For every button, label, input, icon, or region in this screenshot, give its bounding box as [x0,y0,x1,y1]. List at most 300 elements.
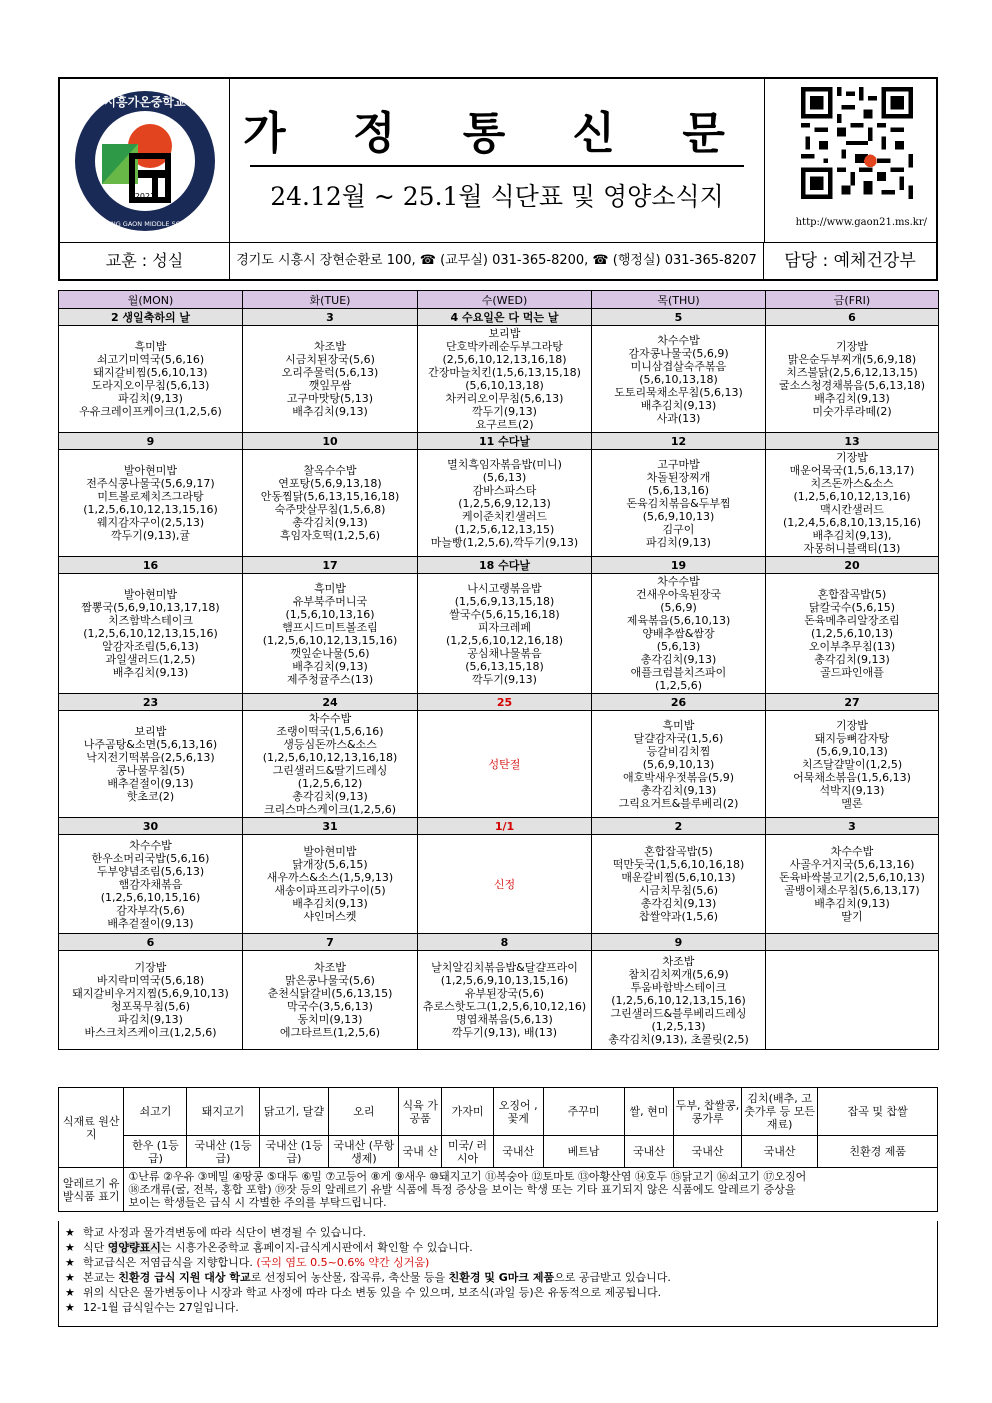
menu-item: (1,2,5,6,10,12,13,16,18) [262,751,398,764]
menu-item: 나시고랭볶음밥 [467,581,542,595]
origin-value: 국내 산 [399,1136,442,1168]
menu-item: 바지락미역국(5,6,18) [96,974,205,987]
menu-cell [592,711,766,818]
school-url[interactable]: http://www.gaon21.ms.kr/ [795,217,927,228]
menu-item: 깍두기(9,13),귤 [110,529,191,542]
menu-item: 웨지감자구이(2,5,13) [96,516,205,529]
title-cell [230,79,764,243]
menu-item: 양배추쌈&쌈장 [642,627,715,640]
date-cell: 9 [592,934,766,951]
menu-item: (5,6,9,10,13) [816,744,888,758]
menu-item: 차커리오이무침(5,6,13) [445,392,564,405]
menu-cell [418,574,592,694]
notice-text: 학교급식은 저염급식을 지향합니다. [83,1256,257,1269]
menu-item: 새송이파프리카구이(5) [274,884,386,897]
menu-item: 동치미(9,13) [297,1013,363,1026]
date-cell: 27 [766,694,939,711]
menu-item: 햄감자채볶음 [118,877,183,891]
origin-value: 한우 (1등급) [124,1136,187,1168]
date-cell: 13 [766,433,939,450]
menu-item: 핫초코(2) [126,790,175,803]
star-icon: ★ [65,1241,75,1254]
menu-cell [243,574,418,694]
school-address: 경기도 시흥시 장현순환로 100, ☎ (교무실) 031-365-8200, ☎ (행정실) 031-365-8207 [230,243,764,279]
menu-item: 고구마밥 [657,457,700,471]
weekday-thu: 목(THU) [592,291,766,309]
menu-item: 깍두기(9,13), 배(13) [451,1026,558,1039]
menu-row [59,951,939,1050]
menu-item: 맥시칸샐러드 [820,503,884,516]
school-motto: 교훈 : 성실 [60,243,230,279]
menu-item: 떡만둣국(1,5,6,10,16,18) [612,858,745,871]
origin-value: 국내산 [741,1136,818,1168]
menu-item: 매운갈비찜(5,6,10,13) [621,871,736,884]
logo-english-name: SIHEUNG GAON MIDDLE SCHOOL [91,220,199,228]
date-cell: 4 수요일은 다 먹는 날 [418,309,592,326]
menu-cell [59,951,243,1050]
menu-item: 명엽채볶음(5,6,13) [456,1013,553,1026]
origin-value: 국내산 (무항생제) [329,1136,399,1168]
notice-text: 는 시흥가온중학교 홈페이지-급식게시판에서 확인할 수 있습니다. [160,1241,473,1254]
date-cell: 10 [243,433,418,450]
menu-item: 딸기 [841,910,863,923]
date-cell: 2 [592,818,766,835]
menu-cell [243,711,418,818]
notice-text: 학교 사정과 물가격변동에 따라 식단이 변경될 수 있습니다. [83,1226,366,1239]
origin-item: 오징어 , 꽃게 [493,1088,543,1136]
menu-item: 치즈돈까스&소스 [810,477,894,490]
menu-item: 사골우거지국(5,6,13,16) [789,858,915,871]
menu-item: 기장밥 [836,451,868,464]
origin-value: 국내산 [624,1136,674,1168]
menu-item: 마늘빵(1,2,5,6),깍두기(9,13) [430,535,579,549]
menu-item: 배추김치(9,13) [292,659,368,673]
origin-item: 닭고기, 달걀 [259,1088,329,1136]
menu-cell [766,326,939,433]
origin-item: 가자미 [442,1088,494,1136]
origin-items-row [59,1088,938,1136]
menu-item: 배추겉절이(9,13) [107,916,194,930]
menu-item: 생등심돈까스&소스 [283,738,377,751]
menu-item: 춘천식닭갈비(5,6,13,15) [267,987,393,1000]
notice-item [65,1240,931,1255]
logo-korean-name: 시흥가온중학교 [104,95,186,109]
menu-item: 미니삼겹살숙주볶음 [630,359,727,373]
origin-value: 국내산 (1등급) [187,1136,259,1168]
menu-item: 배추김치(9,13), [812,529,892,542]
menu-cell [59,574,243,694]
menu-item: (5,6,9,10,13) [642,757,715,771]
allergy-row [59,1168,938,1212]
date-cell: 3 [766,818,939,835]
menu-item: 시금치된장국(5,6) [285,353,375,366]
menu-item: 치즈함박스테이크 [107,614,193,627]
menu-item: 간장마늘치킨(1,5,6,13,15,18) [428,366,581,379]
header-top-row [60,79,936,243]
allergy-text [124,1168,938,1212]
star-icon: ★ [65,1301,75,1314]
menu-item: 석박지(9,13) [819,783,885,797]
menu-item: 발아현미밥 [123,588,178,601]
origin-rows [59,1088,938,1212]
menu-item: 깍두기(9,13) [472,672,537,686]
menu-item: 맑은순두부찌개(5,6,9,18) [787,353,917,366]
menu-item: (5,6,13) [656,640,701,653]
allergy-line: 보이는 학생들은 급식 시 각별한 주의를 부탁드립니다. [128,1196,387,1209]
menu-item: 파김치(9,13) [118,1013,183,1026]
notice-highlight: 영양량표시 [107,1241,161,1254]
menu-item: 총각김치(9,13) [292,790,368,803]
menu-item: 닭개장(5,6,15) [292,858,368,871]
menu-item: 돼지갈비찜(5,6,10,13) [93,366,208,379]
menu-item: (1,2,5,6,12) [297,777,363,790]
origin-item: 오리 [329,1088,399,1136]
menu-item: 파김치(9,13) [646,535,711,549]
menu-item: 배추김치(9,13) [814,392,890,405]
menu-item: 골드파인애플 [820,666,884,679]
menu-item: 맑은콩나물국(5,6) [285,974,375,987]
menu-item: 요구르트(2) [475,418,534,431]
menu-item: (1,2,5,6,10,15,16) [100,890,201,904]
origin-item: 식육 가공품 [399,1088,442,1136]
menu-item: 어묵채소볶음(1,5,6,13) [793,770,911,784]
title-divider [250,165,744,167]
menu-item: 치즈불닭(2,5,6,12,13,15) [786,366,918,379]
menu-item: (5,6,13,16) [647,483,710,497]
menu-item: (1,5,6,9,13,15,18) [454,594,555,608]
menu-item: 치즈달걀말이(1,2,5) [801,757,903,771]
notice-text: 본교는 [83,1271,119,1284]
menu-cell [243,326,418,433]
menu-item: (1,2,5,6,10,12,13,16) [793,490,911,503]
menu-item: 돼지갈비우거지찜(5,6,9,10,13) [72,987,229,1000]
menu-item: 숙주맛살무침(1,5,6,8) [274,503,386,516]
origin-item: 두부, 찹쌀콩, 콩가루 [674,1088,742,1136]
menu-item: 멜론 [841,796,863,810]
menu-item: 배추김치(9,13) [292,897,368,910]
menu-item: 사과(13) [656,411,701,425]
menu-item: 감자부각(5,6) [116,903,185,917]
menu-item: (1,2,5,6,12,13,15) [454,522,555,536]
menu-item: 참치김치찌개(5,6,9) [628,967,729,981]
date-cell: 6 [59,934,243,951]
menu-item: 제주청귤주스(13) [286,672,374,686]
menu-item: (5,6,13,15,18) [465,659,544,673]
menu-item: 건새우아욱된장국 [635,588,721,601]
menu-item: 애호박새우젓볶음(5,9) [622,770,735,784]
menu-item: 공심채나물볶음 [467,646,542,660]
date-cell: 30 [59,818,243,835]
date-cell: 17 [243,557,418,574]
origin-value: 국내산 (1등급) [259,1136,329,1168]
menu-item: 나주곰탕&소면(5,6,13,16) [83,738,218,751]
origin-item: 쌀, 현미 [624,1088,674,1136]
menu-item: 크리스마스케이크(1,2,5,6) [263,803,397,816]
menu-item: 김구이 [662,522,695,536]
menu-item: 새우까스&소스(1,5,9,13) [266,871,394,884]
notice-text: 식단 [83,1241,108,1254]
qr-cell [764,79,936,243]
menu-item: (2,5,6,10,12,13,16,18) [442,353,567,366]
menu-item: 감바스파스타 [472,483,537,497]
menu-item: 배추겉절이(9,13) [107,777,194,790]
menu-item: 총각김치(9,13) [292,516,368,529]
menu-cell [418,951,592,1050]
origin-value: 국내산 [674,1136,742,1168]
origin-value: 미국/ 러시아 [442,1136,494,1168]
menu-item: 청포묵무침(5,6) [110,1000,191,1013]
menu-item: 바스크치즈케이크(1,2,5,6) [84,1026,217,1039]
menu-item: 흑미밥 [314,581,346,595]
date-cell: 20 [766,557,939,574]
menu-cell [592,326,766,433]
menu-item: 총각김치(9,13), 초콜릿(2,5) [608,1032,749,1046]
date-row [59,818,939,835]
allergy-label: 알레르기 유발식품 표기 [59,1168,124,1212]
qr-code-icon [801,87,913,199]
department: 담당 : 예체건강부 [784,251,916,271]
menu-item: 흑미밥 [134,340,167,353]
weekday-mon: 월(MON) [59,291,243,309]
school-logo [70,86,220,236]
menu-item: 혼합잡곡밥(5) [644,845,713,858]
menu-item: 골뱅이채소무침(5,6,13,17) [784,884,920,897]
menu-cell [592,951,766,1050]
menu-item: 미숫가루라떼(2) [812,405,892,418]
notice-text: 12-1월 급식일수는 27일입니다. [83,1301,239,1314]
menu-item: 등갈비김치찜 [646,744,711,758]
menu-item: 총각김치(9,13) [640,653,717,666]
date-row [59,557,939,574]
menu-item: 총각김치(9,13) [814,653,890,666]
allergy-line: ⑱조개류(굴, 전복, 홍합 포함) ⑲잣 등의 알레르기 유발 식품에 특정 증상을 보이는 학생 또는 기타 표기되지 않은 식품에도 알레르기 증상을 [128,1183,796,1196]
menu-item: 배추김치(9,13) [640,398,717,412]
menu-item: 애플크럼블치즈파이 [630,666,727,679]
menu-item: 차조밥 [314,340,346,353]
menu-cell [59,326,243,433]
date-cell: 12 [592,433,766,450]
star-icon: ★ [65,1286,75,1299]
date-row [59,934,939,951]
menu-item: 굴소스청경채볶음(5,6,13,18) [778,379,926,392]
menu-item: 오리주물럭(5,6,13) [281,366,379,379]
menu-item: 샤인머스켓 [303,910,357,923]
menu-item: 차수수밥 [129,838,172,852]
menu-row [59,711,939,818]
menu-item: 두부양념조림(5,6,13) [96,864,205,878]
menu-item: 차수수밥 [657,575,700,588]
menu-item: 유부된장국(5,6) [464,987,545,1000]
menu-weeks [59,309,939,1050]
menu-cell [243,450,418,557]
menu-item: 낙지전기떡볶음(2,5,6,13) [86,751,215,764]
menu-item: 돼지등뼈감자탕 [814,731,890,745]
menu-item: 고구마맛탕(5,13) [286,392,374,405]
menu-item: 달걀감자국(1,5,6) [633,731,724,745]
origin-item: 돼지고기 [187,1088,259,1136]
date-cell: 6 [766,309,939,326]
origin-value: 베트남 [543,1136,624,1168]
menu-item: 미트볼로제치즈그라탕 [97,490,204,503]
menu-item: (5,6,10,13,18) [639,372,718,386]
menu-item: 오이부추무침(13) [808,640,896,653]
menu-row [59,835,939,934]
menu-item: 투움바함박스테이크 [630,980,727,994]
menu-cell [766,835,939,934]
menu-item: (1,2,5,13) [651,1019,706,1033]
date-cell: 16 [59,557,243,574]
menu-cell [766,450,939,557]
menu-item: 기장밥 [836,718,868,732]
menu-item: 깍두기(9,13) [472,405,537,418]
menu-item: (1,2,5,6,10,12,13,15,16) [262,633,398,647]
menu-item: 피자크레페 [477,620,532,634]
newsletter-title: 가 정 통 신 문 [243,108,751,159]
notice-text: 으로 공급받고 있습니다. [554,1271,671,1284]
menu-item: 파김치(9,13) [118,392,183,405]
menu-item: 유부북주머니국 [292,594,368,608]
menu-item: 배추김치(9,13) [292,405,368,418]
menu-item: 발아현미밥 [303,845,357,858]
menu-item: (1,2,5,6) [654,679,703,692]
menu-cell [59,450,243,557]
holiday-cell [418,835,592,934]
notice-item [65,1285,931,1300]
menu-item: 막국수(3,5,6,13) [287,1000,373,1013]
menu-item: 도라지오이무침(5,6,13) [91,379,210,392]
menu-item: 시금치무침(5,6) [638,884,719,897]
menu-item: 차수수밥 [830,845,874,858]
menu-item: 차수수밥 [657,333,700,347]
date-cell: 24 [243,694,418,711]
menu-item: 짬뽕국(5,6,9,10,13,17,18) [81,601,220,614]
menu-item: (1,2,4,5,6,8,10,13,15,16) [782,516,922,529]
weekday-wed: 수(WED) [418,291,592,309]
menu-item: 쇠고기미역국(5,6,16) [96,353,205,366]
notice-text: 위의 식단은 물가변동이나 시장과 학교 사정에 따라 다소 변동 있을 수 있으며, 보조식(과일 등)은 유동적으로 제공됩니다. [83,1286,662,1299]
notice-list [58,1221,938,1327]
menu-item: 조랭이떡국(1,5,6,16) [276,725,384,738]
star-icon: ★ [65,1271,75,1284]
menu-cell [418,326,592,433]
menu-item: 케이준치킨샐러드 [461,509,547,523]
notice-item [65,1225,931,1240]
menu-item: 차수수밥 [308,712,352,725]
date-cell: 11 수다날 [418,433,592,450]
date-cell: 25 [418,694,592,711]
menu-item: 과일샐러드(1,2,5) [105,653,196,666]
menu-item: 돈육김치볶음&두부찜 [626,496,731,510]
menu-item: (1,2,5,6,10,12,13,15,16) [83,503,218,516]
menu-item: (1,2,5,6,10,12,16,18) [445,633,564,647]
origin-values-row [59,1136,938,1168]
date-row [59,433,939,450]
menu-item: 흑임자호떡(1,2,5,6) [279,529,381,542]
logo-year: 2021 [134,192,156,201]
menu-item: 햄프시드미트볼조림 [282,620,378,634]
menu-item: (1,2,5,6,9,10,13,15,16) [440,974,569,987]
menu-item: (5,6,9,10,13) [642,509,715,523]
school-logo-cell [60,79,230,243]
menu-cell [243,951,418,1050]
menu-row [59,450,939,557]
menu-item: (1,2,5,6,10,12,13,15,16) [611,993,746,1007]
notice-highlight: 친환경 및 G마크 제품 [448,1271,555,1284]
weekday-fri: 금(FRI) [766,291,939,309]
notice-text: 로 선정되어 농산물, 잡곡류, 축산물 등을 [250,1271,449,1284]
menu-item: 깻잎무쌈 [308,379,352,392]
date-cell [766,934,939,951]
menu-item: (1,5,6,10,13,16) [285,607,375,621]
origin-value: 국내산 [493,1136,543,1168]
origin-item: 김치(배추, 고춧가루 등 모든 재료) [741,1088,818,1136]
weekday-header-row [59,291,939,309]
holiday-label: 신정 [493,877,516,891]
origin-label: 식재료 원산지 [59,1088,124,1168]
menu-cell [592,450,766,557]
menu-row [59,326,939,433]
menu-row [59,574,939,694]
origin-value: 친환경 제품 [818,1136,938,1168]
date-row [59,309,939,326]
notice-highlight: (국의 염도 0.5~0.6% 약간 싱거움) [256,1256,430,1269]
menu-cell [766,951,939,1050]
date-cell: 26 [592,694,766,711]
holiday-cell [418,711,592,818]
date-cell: 9 [59,433,243,450]
menu-item: 총각김치(9,13) [640,897,717,910]
menu-item: (5,6,10,13,18) [465,379,544,392]
menu-item: 차조밥 [314,961,346,974]
menu-item: 그린샐러드&블루베리드레싱 [610,1006,747,1020]
menu-item: 도토리묵채소무침(5,6,13) [614,385,743,399]
menu-item: 우유크레이프케이크(1,2,5,6) [79,405,222,418]
menu-item: 매운어묵국(1,5,6,13,17) [789,464,915,477]
menu-item: 츄로스핫도그(1,2,5,6,10,12,16) [422,1000,587,1013]
menu-cell [592,574,766,694]
menu-cell [59,835,243,934]
ingredient-origin-table [58,1087,938,1212]
menu-item: 깻잎순나물(5,6) [290,646,370,660]
menu-item: 닭칼국수(5,6,15) [808,601,896,614]
menu-item: 발아현미밥 [123,464,178,477]
menu-item: 보리밥 [134,725,167,738]
newsletter-subtitle: 24.12월 ~ 25.1월 식단표 및 영양소식지 [270,182,724,211]
menu-item: (1,2,5,6,10,12,13,15,16) [83,627,218,640]
newsletter-header [58,77,938,281]
menu-item: 감자콩나물국(5,6,9) [628,346,729,360]
menu-item: 흑미밥 [662,718,695,732]
menu-item: 차조밥 [662,954,695,968]
menu-item: 기장밥 [836,340,868,353]
menu-item: 안동찜닭(5,6,13,15,16,18) [260,490,400,503]
menu-item: 연포탕(5,6,9,13,18) [278,477,382,490]
star-icon: ★ [65,1256,75,1269]
date-cell: 31 [243,818,418,835]
menu-item: 배추김치(9,13) [814,897,890,910]
origin-item: 주꾸미 [543,1088,624,1136]
date-cell: 5 [592,309,766,326]
date-cell: 23 [59,694,243,711]
menu-item: 차돌된장찌개 [646,470,711,484]
menu-item: 보리밥 [488,327,521,340]
date-cell: 18 수다날 [418,557,592,574]
menu-cell [766,711,939,818]
menu-item: 날치알김치볶음밥&달걀프라이 [431,961,578,974]
notice-highlight: 친환경 급식 지원 대상 학교 [118,1271,251,1284]
menu-cell [592,835,766,934]
menu-cell [418,450,592,557]
